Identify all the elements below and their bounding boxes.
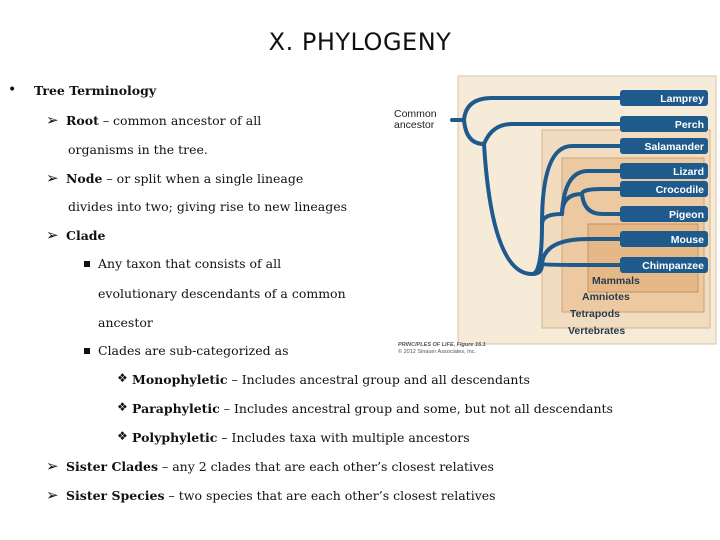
taxon-label-salamander: Salamander [644,141,704,153]
sister-clades-line [66,459,494,475]
taxon-label-perch: Perch [674,119,704,131]
monophyletic-definition: – Includes ancestral group and all descendants [227,372,530,387]
taxon-label-crocodile: Crocodile [655,184,704,196]
diamond-bullet-icon: ❖ [117,371,128,385]
taxon-label-pigeon: Pigeon [668,209,704,221]
sister-clades-term: Sister Clades [66,459,159,474]
node-line-1 [66,171,303,187]
group-label-tetrapods: Tetrapods [570,308,620,320]
diamond-bullet-icon: ❖ [117,400,128,414]
arrow-bullet-icon: ➢ [46,111,59,129]
arrow-bullet-icon: ➢ [46,486,59,504]
clade-sub1-line-2: evolutionary descendants of a common [98,286,346,301]
polyphyletic-definition: – Includes taxa with multiple ancestors [217,430,470,445]
sister-species-term: Sister Species [66,488,165,503]
root-term: Root [66,113,99,128]
polyphyletic-term: Polyphyletic [132,430,218,445]
clade-sub1-line-1: Any taxon that consists of all [98,256,282,271]
page-title: X. PHYLOGENY [268,28,452,56]
paraphyletic-line [132,401,613,417]
taxon-label-lamprey: Lamprey [660,93,704,105]
square-bullet-icon [84,261,90,267]
phylogeny-tree-figure [392,74,718,358]
paraphyletic-term: Paraphyletic [132,401,220,416]
clade-term: Clade [66,228,106,243]
arrow-bullet-icon: ➢ [46,169,59,187]
clade-sub2-line: Clades are sub-categorized as [98,343,289,358]
common-ancestor-label: ancestor [394,119,435,131]
root-line-1 [66,113,261,129]
common-ancestor-label: Common [394,108,437,120]
square-bullet-icon [84,348,90,354]
paraphyletic-definition: – Includes ancestral group and some, but not all descendants [219,401,613,416]
figure-caption [398,342,486,356]
sister-species-line [66,488,496,504]
taxon-label-chimpanzee: Chimpanzee [642,260,704,272]
figure-caption-copyright: © 2012 Sinauer Associates, Inc. [398,349,477,355]
taxon-label-mouse: Mouse [670,234,704,246]
arrow-bullet-icon: ➢ [46,457,59,475]
sister-clades-definition: – any 2 clades that are each other’s closest relatives [158,459,494,474]
figure-caption-title: PRINCIPLES OF LIFE, Figure 16.1 [398,342,486,348]
bullet-dot: • [8,82,17,98]
monophyletic-term: Monophyletic [132,372,228,387]
node-term: Node [66,171,103,186]
clade-sub1-line-3: ancestor [98,315,153,330]
monophyletic-line [132,372,530,388]
group-label-amniotes: Amniotes [582,291,630,303]
node-line-2: divides into two; giving rise to new lineages [68,199,348,214]
arrow-bullet-icon: ➢ [46,226,59,244]
diamond-bullet-icon: ❖ [117,429,128,443]
root-line-2: organisms in the tree. [68,142,208,157]
group-label-mammals: Mammals [592,275,640,287]
sister-species-definition: – two species that are each other’s closest relatives [164,488,496,503]
root-definition: – common ancestor of all [98,113,262,128]
polyphyletic-line [132,430,470,446]
group-label-vertebrates: Vertebrates [568,325,626,337]
tree-terminology-heading: Tree Terminology [34,83,157,98]
taxon-label-lizard: Lizard [673,166,704,178]
node-definition: – or split when a single lineage [102,171,304,186]
